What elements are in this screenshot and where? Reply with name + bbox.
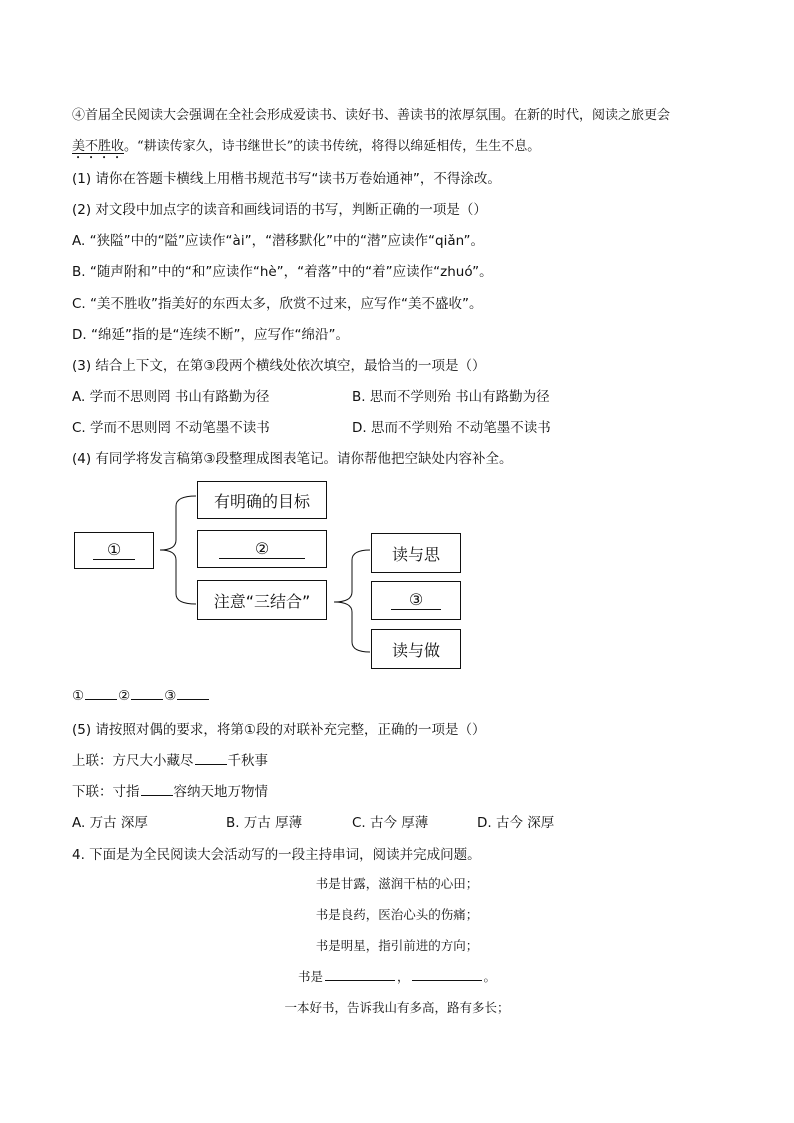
do-text: 读与做 (391, 640, 440, 660)
q5-option-b[interactable]: B. 万古 厚薄 (226, 815, 303, 831)
brace-right (334, 550, 370, 652)
q4-answer-line (72, 687, 210, 704)
q3-option-d[interactable]: D. 思而不学则殆 不动笔墨不读书 (352, 420, 551, 436)
underlined-phrase: 美不胜收 (72, 139, 125, 154)
script-blank-1[interactable] (325, 968, 395, 981)
couplet-upper (72, 749, 268, 769)
q2-option-d[interactable]: D. “绵延”指的是“连续不断”，应写作“绵沿”。 (72, 327, 349, 343)
couplet-lower-blank[interactable] (141, 783, 173, 796)
script-line-2: 书是良药，医治心头的伤痛； (315, 907, 479, 922)
brace-left (160, 496, 196, 604)
answer-1-blank[interactable] (85, 687, 117, 700)
couplet-upper-pre: 上联：方尺大小藏尽 (72, 753, 194, 769)
goal-text: 有明确的目标 (213, 491, 310, 511)
question-3-stem: (3) 结合上下文，在第③段两个横线处依次填空，最恰当的一项是（） (72, 358, 486, 374)
couplet-lower-post: 容纳天地万物情 (173, 784, 268, 800)
question-4-main-stem: 4. 下面是为全民阅读大会活动写的一段主持串词，阅读并完成问题。 (72, 847, 481, 863)
question-4-stem: (4) 有同学将发言稿第③段整理成图表笔记。请你帮他把空缺处内容补全。 (72, 451, 513, 467)
q3-option-b[interactable]: B. 思而不学则殆 书山有路勤为径 (352, 389, 550, 405)
couplet-upper-blank[interactable] (195, 752, 227, 765)
q2-option-a[interactable]: A. “狭隘”中的“隘”应读作“ài”，“潜移默化”中的“潜”应读作“qiǎn”。 (72, 233, 484, 249)
script-line-4-end: 。 (483, 969, 497, 984)
answer-1-label: ① (72, 688, 85, 704)
think-text: 读与思 (391, 544, 440, 564)
question-5-stem: (5) 请按照对偶的要求，将第①段的对联补充完整，正确的一项是（） (72, 722, 486, 738)
q3-option-c[interactable]: C. 学而不思则罔 不动笔墨不读书 (72, 420, 270, 436)
answer-3-label: ③ (164, 688, 177, 704)
couplet-upper-post: 千秋事 (227, 753, 268, 769)
script-line-5: 一本好书，告诉我山有多高，路有多长； (284, 1000, 510, 1015)
root-box[interactable] (74, 532, 154, 569)
para4-text: ④首届全民阅读大会强调在全社会形成爱读书、读好书、善读书的浓厚氛围。在新的时代，阅读之旅更会 (72, 108, 671, 123)
blank-3-label: ③ (391, 591, 441, 610)
three-combine-text: 注意“三结合” (213, 591, 311, 611)
script-blank-2[interactable] (412, 968, 482, 981)
script-line-4 (0, 967, 794, 985)
question-1: (1) 请你在答题卡横线上用楷书规范书写“读书万卷始通神”，不得涂改。 (72, 171, 501, 187)
blank-2-box[interactable] (197, 530, 327, 568)
script-line-4-pre: 书是 (297, 969, 323, 984)
think-box (371, 533, 461, 573)
q5-option-a[interactable]: A. 万古 深厚 (72, 815, 148, 831)
blank-3-box[interactable] (371, 581, 461, 620)
do-box (371, 629, 461, 669)
answer-3-blank[interactable] (177, 687, 209, 700)
blank-1-label: ① (93, 541, 135, 560)
answer-2-label: ② (118, 688, 131, 704)
three-combine-box (197, 580, 327, 620)
answer-2-blank[interactable] (131, 687, 163, 700)
q5-option-d[interactable]: D. 古今 深厚 (477, 815, 555, 831)
script-line-4-mid: ， (396, 969, 410, 984)
q5-option-c[interactable]: C. 古今 厚薄 (352, 815, 429, 831)
blank-2-label: ② (219, 540, 305, 559)
para4-text-rest: 。“耕读传家久，诗书继世长”的读书传统，将得以绵延相传，生生不息。 (124, 139, 541, 154)
couplet-lower (72, 780, 268, 800)
script-line-1: 书是甘露，滋润干枯的心田； (315, 876, 479, 891)
goal-box (197, 481, 327, 519)
question-2-stem: (2) 对文段中加点字的读音和画线词语的书写，判断正确的一项是（） (72, 202, 487, 218)
q2-option-b[interactable]: B. “随声附和”中的“和”应读作“hè”，“着落”中的“着”应读作“zhuó”。 (72, 264, 493, 280)
script-line-3: 书是明星，指引前进的方向； (315, 938, 479, 953)
q3-option-a[interactable]: A. 学而不思则罔 书山有路勤为径 (72, 389, 270, 405)
q2-option-c[interactable]: C. “美不胜收”指美好的东西太多，欣赏不过来，应写作“美不盛收”。 (72, 296, 483, 312)
couplet-lower-pre: 下联：寸指 (72, 784, 140, 800)
